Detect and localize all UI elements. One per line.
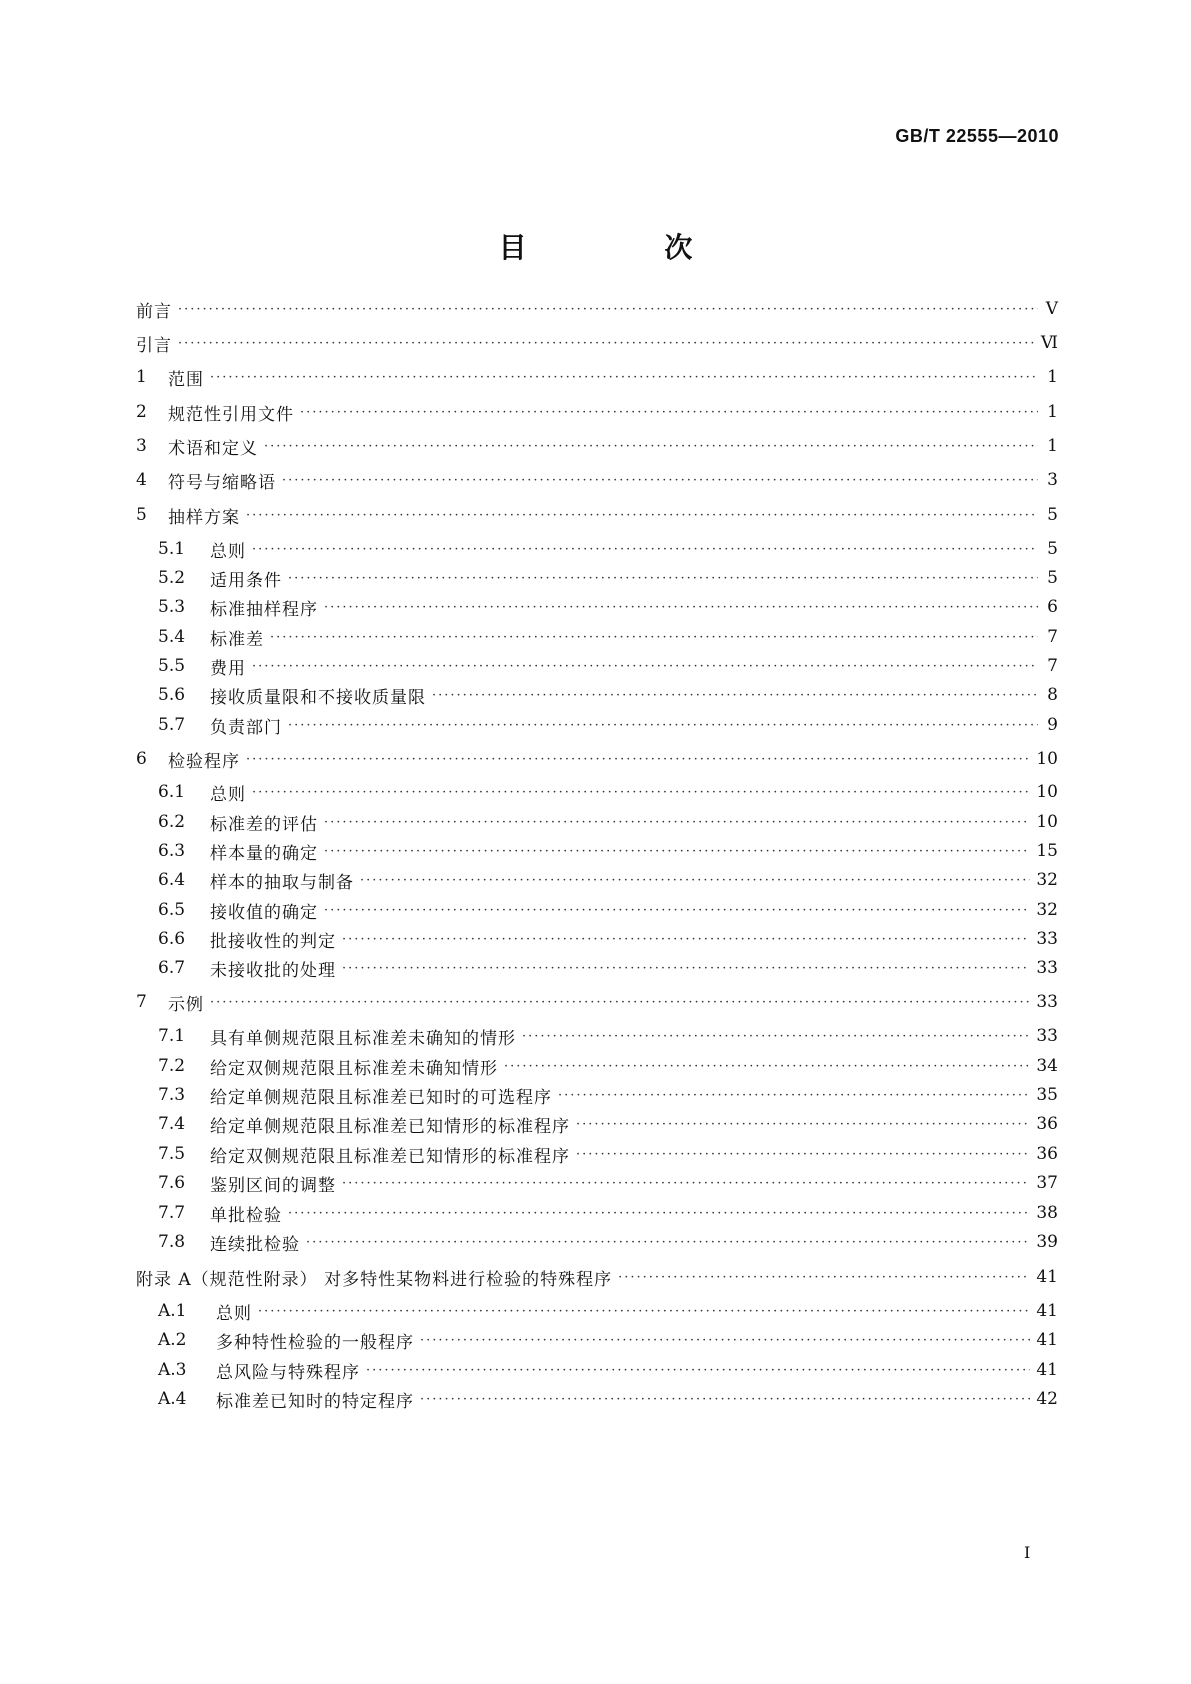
toc-leader-dots <box>432 688 1038 703</box>
toc-entry-number: A.1 <box>158 1301 187 1321</box>
toc-entry-page: Ⅴ <box>1045 299 1058 319</box>
toc-leader-dots <box>420 1392 1030 1407</box>
toc-entry[interactable] <box>136 466 1058 494</box>
toc-entry-label: 检验程序 <box>168 751 240 772</box>
toc-leader-dots <box>300 405 1038 420</box>
toc-leader-dots <box>342 932 1030 947</box>
toc-entry-number: 5.7 <box>158 715 186 735</box>
toc-entry-number: 7.4 <box>158 1114 186 1134</box>
toc-entry-page: 15 <box>1036 841 1058 861</box>
toc-entry-label: 接收值的确定 <box>210 902 318 923</box>
toc-entry[interactable] <box>136 329 1058 357</box>
toc-entry-label: 总则 <box>210 541 246 562</box>
toc-entry-label: 负责部门 <box>210 717 282 738</box>
toc-entry-number: 6.2 <box>158 812 186 832</box>
toc-entry-number: 7.6 <box>158 1173 186 1193</box>
toc-entry-page: 1 <box>1047 402 1058 422</box>
toc-entry-label: 单批检验 <box>210 1205 282 1226</box>
toc-leader-dots <box>576 1117 1030 1132</box>
toc-entry-number: 7.8 <box>158 1232 186 1252</box>
toc-entry[interactable] <box>158 593 1058 621</box>
toc-entry-page: 6 <box>1047 597 1058 617</box>
toc-entry-number: 1 <box>136 367 147 387</box>
toc-entry-label: 未接收批的处理 <box>210 960 336 981</box>
toc-leader-dots <box>246 752 1030 767</box>
toc-entry[interactable] <box>158 1199 1058 1227</box>
toc-entry-page: 10 <box>1036 812 1058 832</box>
toc-entry[interactable] <box>158 623 1058 651</box>
toc-entry-label: 样本量的确定 <box>210 843 318 864</box>
toc-entry-label: 引言 <box>136 335 172 356</box>
toc-entry-number: 7.2 <box>158 1056 186 1076</box>
toc-leader-dots <box>324 815 1030 830</box>
toc-entry-label: 适用条件 <box>210 570 282 591</box>
toc-entry-number: 5.6 <box>158 685 186 705</box>
toc-entry[interactable] <box>158 778 1058 806</box>
toc-entry[interactable] <box>158 681 1058 709</box>
toc-entry-label: 给定双侧规范限且标准差已知情形的标准程序 <box>210 1146 570 1167</box>
toc-entry-number: 6.1 <box>158 782 186 802</box>
toc-entry-label: 给定单侧规范限且标准差已知时的可选程序 <box>210 1087 552 1108</box>
toc-leader-dots <box>342 961 1030 976</box>
toc-entry-label: 附录 A（规范性附录） 对多特性某物料进行检验的特殊程序 <box>136 1269 613 1290</box>
toc-entry-page: 37 <box>1036 1173 1058 1193</box>
toc-entry[interactable] <box>158 711 1058 739</box>
toc-entry[interactable] <box>136 501 1058 529</box>
toc-entry-number: 2 <box>136 402 147 422</box>
toc-leader-dots <box>522 1029 1030 1044</box>
toc-entry-number: 6.5 <box>158 900 186 920</box>
toc-entry[interactable] <box>158 1326 1058 1354</box>
toc-entry[interactable] <box>158 808 1058 836</box>
toc-entry[interactable] <box>158 1169 1058 1197</box>
toc-entry-label: 范围 <box>168 369 204 390</box>
toc-entry-number: 5.1 <box>158 539 186 559</box>
toc-entry-label: 费用 <box>210 658 246 679</box>
toc-entry[interactable] <box>158 535 1058 563</box>
toc-entry-page: 5 <box>1047 539 1058 559</box>
toc-entry-number: 5 <box>136 505 147 525</box>
toc-entry-page: 8 <box>1047 685 1058 705</box>
toc-entry-number: 6.6 <box>158 929 186 949</box>
toc-entry-label: 示例 <box>168 994 204 1015</box>
toc-leader-dots <box>252 659 1038 674</box>
toc-entry[interactable] <box>136 295 1058 323</box>
toc-entry-label: 给定单侧规范限且标准差已知情形的标准程序 <box>210 1116 570 1137</box>
toc-entry-number: 7 <box>136 992 147 1012</box>
toc-entry[interactable] <box>158 1385 1058 1413</box>
toc-leader-dots <box>306 1235 1030 1250</box>
toc-entry[interactable] <box>158 1110 1058 1138</box>
toc-entry-label: 符号与缩略语 <box>168 472 276 493</box>
toc-leader-dots <box>324 844 1030 859</box>
toc-entry-page: 5 <box>1047 568 1058 588</box>
toc-entry-number: 5.3 <box>158 597 186 617</box>
toc-entry-page: 9 <box>1047 715 1058 735</box>
toc-entry-page: 41 <box>1036 1267 1058 1287</box>
toc-entry-number: 5.5 <box>158 656 186 676</box>
toc-entry[interactable] <box>136 1263 1058 1291</box>
toc-entry-page: 33 <box>1036 1026 1058 1046</box>
toc-entry[interactable] <box>158 866 1058 894</box>
toc-entry[interactable] <box>158 564 1058 592</box>
toc-entry-number: A.2 <box>158 1330 187 1350</box>
footer-page-number: I <box>1024 1543 1031 1562</box>
toc-leader-dots <box>324 903 1030 918</box>
toc-entry-number: 5.2 <box>158 568 186 588</box>
toc-entry-label: 标准抽样程序 <box>210 599 318 620</box>
toc-entry[interactable] <box>136 363 1058 391</box>
toc-entry-number: 5.4 <box>158 627 186 647</box>
toc-leader-dots <box>420 1333 1030 1348</box>
toc-entry[interactable] <box>158 1022 1058 1050</box>
toc-entry-page: 33 <box>1036 929 1058 949</box>
toc-entry[interactable] <box>158 925 1058 953</box>
toc-entry[interactable] <box>158 1052 1058 1080</box>
toc-entry-label: 鉴别区间的调整 <box>210 1175 336 1196</box>
toc-leader-dots <box>558 1088 1030 1103</box>
toc-entry-page: 32 <box>1036 900 1058 920</box>
toc-entry-page: 33 <box>1036 958 1058 978</box>
toc-leader-dots <box>366 1363 1030 1378</box>
toc-entry-number: 7.5 <box>158 1144 186 1164</box>
toc-entry-page: 41 <box>1036 1301 1058 1321</box>
toc-entry-page: 7 <box>1047 627 1058 647</box>
toc-leader-dots <box>210 370 1038 385</box>
toc-entry[interactable] <box>158 1297 1058 1325</box>
toc-entry-page: 33 <box>1036 992 1058 1012</box>
toc-entry-page: 34 <box>1036 1056 1058 1076</box>
toc-leader-dots <box>282 473 1038 488</box>
toc-entry-page: 39 <box>1036 1232 1058 1252</box>
toc-leader-dots <box>288 1206 1030 1221</box>
toc-entry-number: 6 <box>136 749 147 769</box>
toc-leader-dots <box>264 439 1038 454</box>
toc-leader-dots <box>178 302 1038 317</box>
toc-entry-page: 10 <box>1036 782 1058 802</box>
toc-entry-label: 给定双侧规范限且标准差未确知情形 <box>210 1058 498 1079</box>
toc-leader-dots <box>360 873 1030 888</box>
toc-entry-page: 36 <box>1036 1114 1058 1134</box>
toc-entry[interactable] <box>136 988 1058 1016</box>
toc-entry[interactable] <box>158 1356 1058 1384</box>
toc-entry-label: 术语和定义 <box>168 438 258 459</box>
toc-entry-label: 样本的抽取与制备 <box>210 872 354 893</box>
toc-entry[interactable] <box>136 432 1058 460</box>
toc-leader-dots <box>252 785 1030 800</box>
toc-entry-number: 6.4 <box>158 870 186 890</box>
toc-entry-number: A.4 <box>158 1389 187 1409</box>
toc-entry-number: 7.7 <box>158 1203 186 1223</box>
toc-leader-dots <box>618 1270 1030 1285</box>
toc-entry-label: 多种特性检验的一般程序 <box>216 1332 414 1353</box>
toc-entry-label: 批接收性的判定 <box>210 931 336 952</box>
toc-entry[interactable] <box>158 1228 1058 1256</box>
page-title: 目 次 <box>498 231 757 264</box>
toc-entry-label: 接收质量限和不接收质量限 <box>210 687 426 708</box>
toc-entry-page: 38 <box>1036 1203 1058 1223</box>
toc-entry-label: 标准差已知时的特定程序 <box>216 1391 414 1412</box>
toc-entry-page: 1 <box>1047 436 1058 456</box>
toc-leader-dots <box>270 630 1038 645</box>
toc-entry-number: 7.3 <box>158 1085 186 1105</box>
toc-entry-number: 7.1 <box>158 1026 186 1046</box>
standard-code: GB/T 22555—2010 <box>895 126 1059 146</box>
toc-entry-label: 标准差的评估 <box>210 814 318 835</box>
toc-entry-label: 具有单侧规范限且标准差未确知的情形 <box>210 1028 516 1049</box>
toc-leader-dots <box>258 1304 1030 1319</box>
toc-entry-label: 规范性引用文件 <box>168 404 294 425</box>
toc-entry-page: 35 <box>1036 1085 1058 1105</box>
toc-entry-page: 36 <box>1036 1144 1058 1164</box>
toc-entry[interactable] <box>158 1081 1058 1109</box>
toc-entry-page: 3 <box>1047 470 1058 490</box>
toc-entry-label: 总则 <box>210 784 246 805</box>
toc-entry-number: 4 <box>136 470 147 490</box>
toc-entry-label: 总则 <box>216 1303 252 1324</box>
toc-leader-dots <box>288 571 1038 586</box>
toc-entry-page: 32 <box>1036 870 1058 890</box>
toc-entry[interactable] <box>136 398 1058 426</box>
toc-entry-page: 41 <box>1036 1360 1058 1380</box>
toc-entry-page: 7 <box>1047 656 1058 676</box>
toc-entry-page: Ⅵ <box>1040 333 1058 353</box>
toc-leader-dots <box>324 600 1038 615</box>
toc-leader-dots <box>342 1176 1030 1191</box>
toc-leader-dots <box>252 542 1038 557</box>
toc-entry[interactable] <box>158 896 1058 924</box>
toc-entry-page: 1 <box>1047 367 1058 387</box>
toc-entry-label: 标准差 <box>210 629 264 650</box>
toc-entry[interactable] <box>158 1140 1058 1168</box>
toc-entry-page: 41 <box>1036 1330 1058 1350</box>
toc-leader-dots <box>210 995 1030 1010</box>
toc-entry-number: 6.7 <box>158 958 186 978</box>
toc-entry[interactable] <box>158 954 1058 982</box>
toc-leader-dots <box>288 718 1038 733</box>
toc-leader-dots <box>504 1059 1030 1074</box>
toc-entry-label: 前言 <box>136 301 172 322</box>
toc-entry[interactable] <box>158 837 1058 865</box>
toc-entry-label: 总风险与特殊程序 <box>216 1362 360 1383</box>
toc-leader-dots <box>178 336 1035 351</box>
toc-entry[interactable] <box>158 652 1058 680</box>
toc-entry-number: A.3 <box>158 1360 187 1380</box>
toc-entry-number: 6.3 <box>158 841 186 861</box>
toc-leader-dots <box>576 1147 1030 1162</box>
toc-entry-label: 抽样方案 <box>168 507 240 528</box>
toc-entry-page: 10 <box>1036 749 1058 769</box>
toc-entry[interactable] <box>136 745 1058 773</box>
toc-entry-page: 42 <box>1036 1389 1058 1409</box>
toc-entry-page: 5 <box>1047 505 1058 525</box>
toc-entry-number: 3 <box>136 436 147 456</box>
toc-leader-dots <box>246 508 1038 523</box>
toc-entry-label: 连续批检验 <box>210 1234 300 1255</box>
